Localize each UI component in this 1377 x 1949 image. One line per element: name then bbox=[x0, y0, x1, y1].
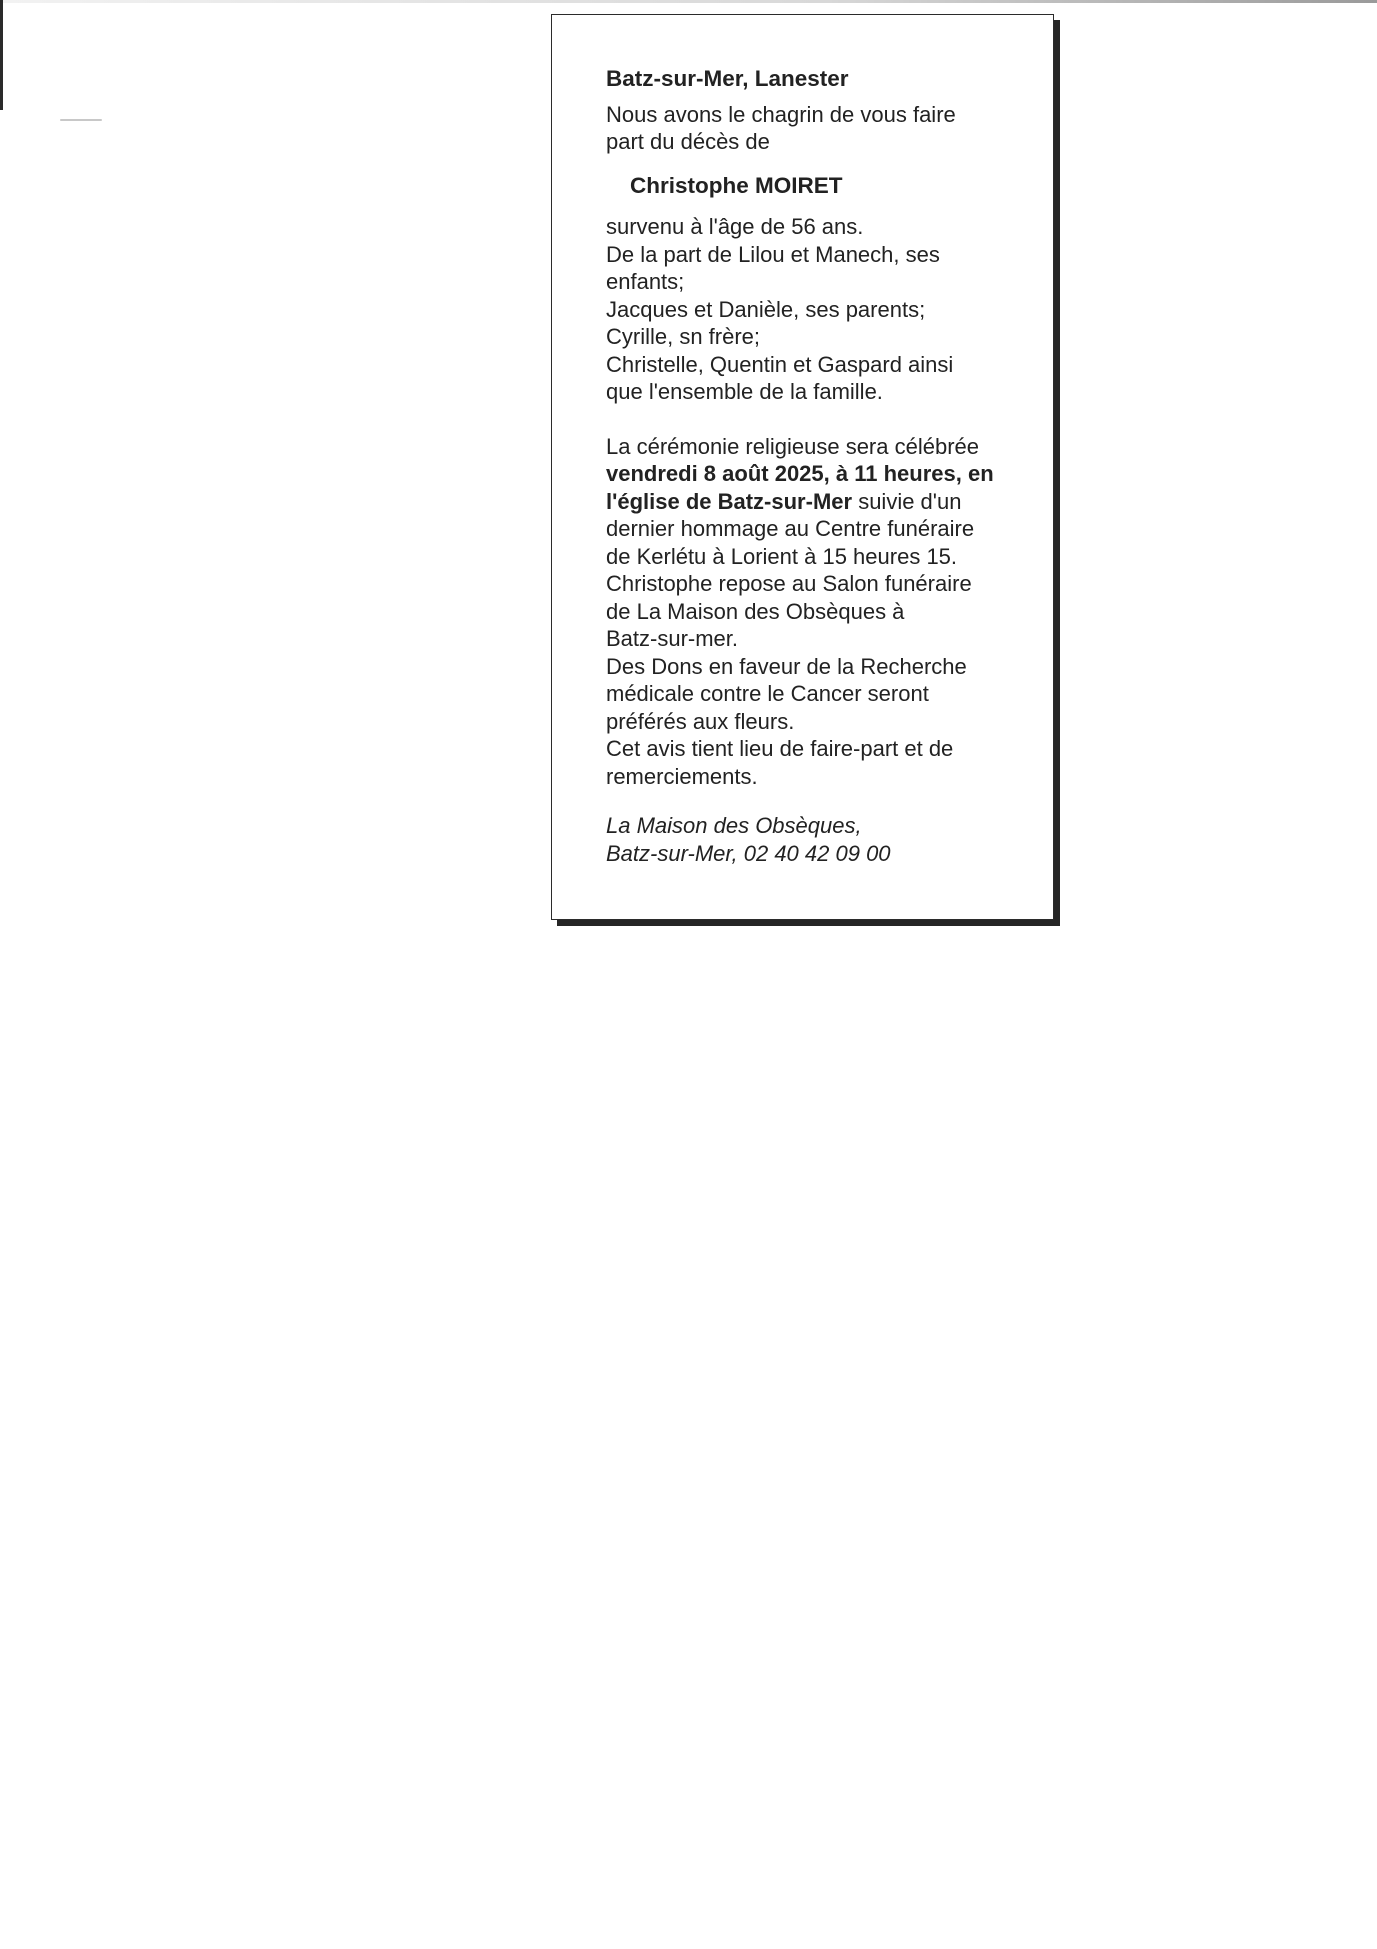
family-line: que l'ensemble de la famille. bbox=[606, 379, 883, 404]
ceremony-line: remerciements. bbox=[606, 763, 758, 789]
scan-left-edge bbox=[0, 0, 3, 110]
scan-top-edge bbox=[0, 0, 1377, 3]
family-line: survenu à l'âge de 56 ans. bbox=[606, 214, 864, 239]
obituary-notice-box bbox=[551, 14, 1054, 920]
ceremony-place-rest: suivie d'un bbox=[852, 488, 962, 514]
ceremony-line: médicale contre le Cancer seront bbox=[606, 681, 929, 706]
ceremony-line: Cet avis tient lieu de faire-part et de bbox=[606, 736, 954, 761]
family-line: enfants; bbox=[606, 269, 685, 294]
family-line: Jacques et Danièle, ses parents; bbox=[606, 296, 926, 322]
deceased-name: Christophe MOIRET bbox=[630, 172, 843, 198]
ceremony-details bbox=[606, 433, 1026, 791]
ceremony-place-line bbox=[606, 488, 1026, 516]
ceremony-line: Batz-sur-mer. bbox=[606, 626, 739, 651]
ceremony-church: l'église de Batz-sur-Mer bbox=[606, 488, 853, 514]
notice-intro-line-2: part du décès de bbox=[606, 129, 770, 154]
ceremony-line: de Kerlétu à Lorient à 15 heures 15. bbox=[606, 543, 958, 569]
ceremony-line: Christophe repose au Salon funéraire bbox=[606, 571, 972, 596]
scan-mark bbox=[60, 119, 102, 121]
ceremony-date-line: vendredi 8 août 2025, à 11 heures, en bbox=[606, 461, 994, 486]
ceremony-line: dernier hommage au Centre funéraire bbox=[606, 516, 975, 541]
funeral-home-signature bbox=[606, 812, 1026, 867]
ceremony-line: Des Dons en faveur de la Recherche bbox=[606, 653, 967, 679]
ceremony-line: de La Maison des Obsèques à bbox=[606, 598, 905, 624]
notice-intro-line-1: Nous avons le chagrin de vous faire bbox=[606, 101, 956, 127]
signature-line-1: La Maison des Obsèques, bbox=[606, 813, 862, 838]
signature-line-2: Batz-sur-Mer, 02 40 42 09 00 bbox=[606, 840, 891, 866]
notice-location: Batz-sur-Mer, Lanester bbox=[606, 66, 849, 91]
ceremony-line: préférés aux fleurs. bbox=[606, 708, 795, 734]
family-line: Christelle, Quentin et Gaspard ainsi bbox=[606, 351, 954, 377]
family-line: De la part de Lilou et Manech, ses bbox=[606, 241, 940, 267]
family-line: Cyrille, sn frère; bbox=[606, 324, 761, 349]
ceremony-line: La cérémonie religieuse sera célébrée bbox=[606, 433, 979, 459]
family-lines bbox=[606, 213, 1026, 406]
notice-content bbox=[606, 65, 1026, 867]
